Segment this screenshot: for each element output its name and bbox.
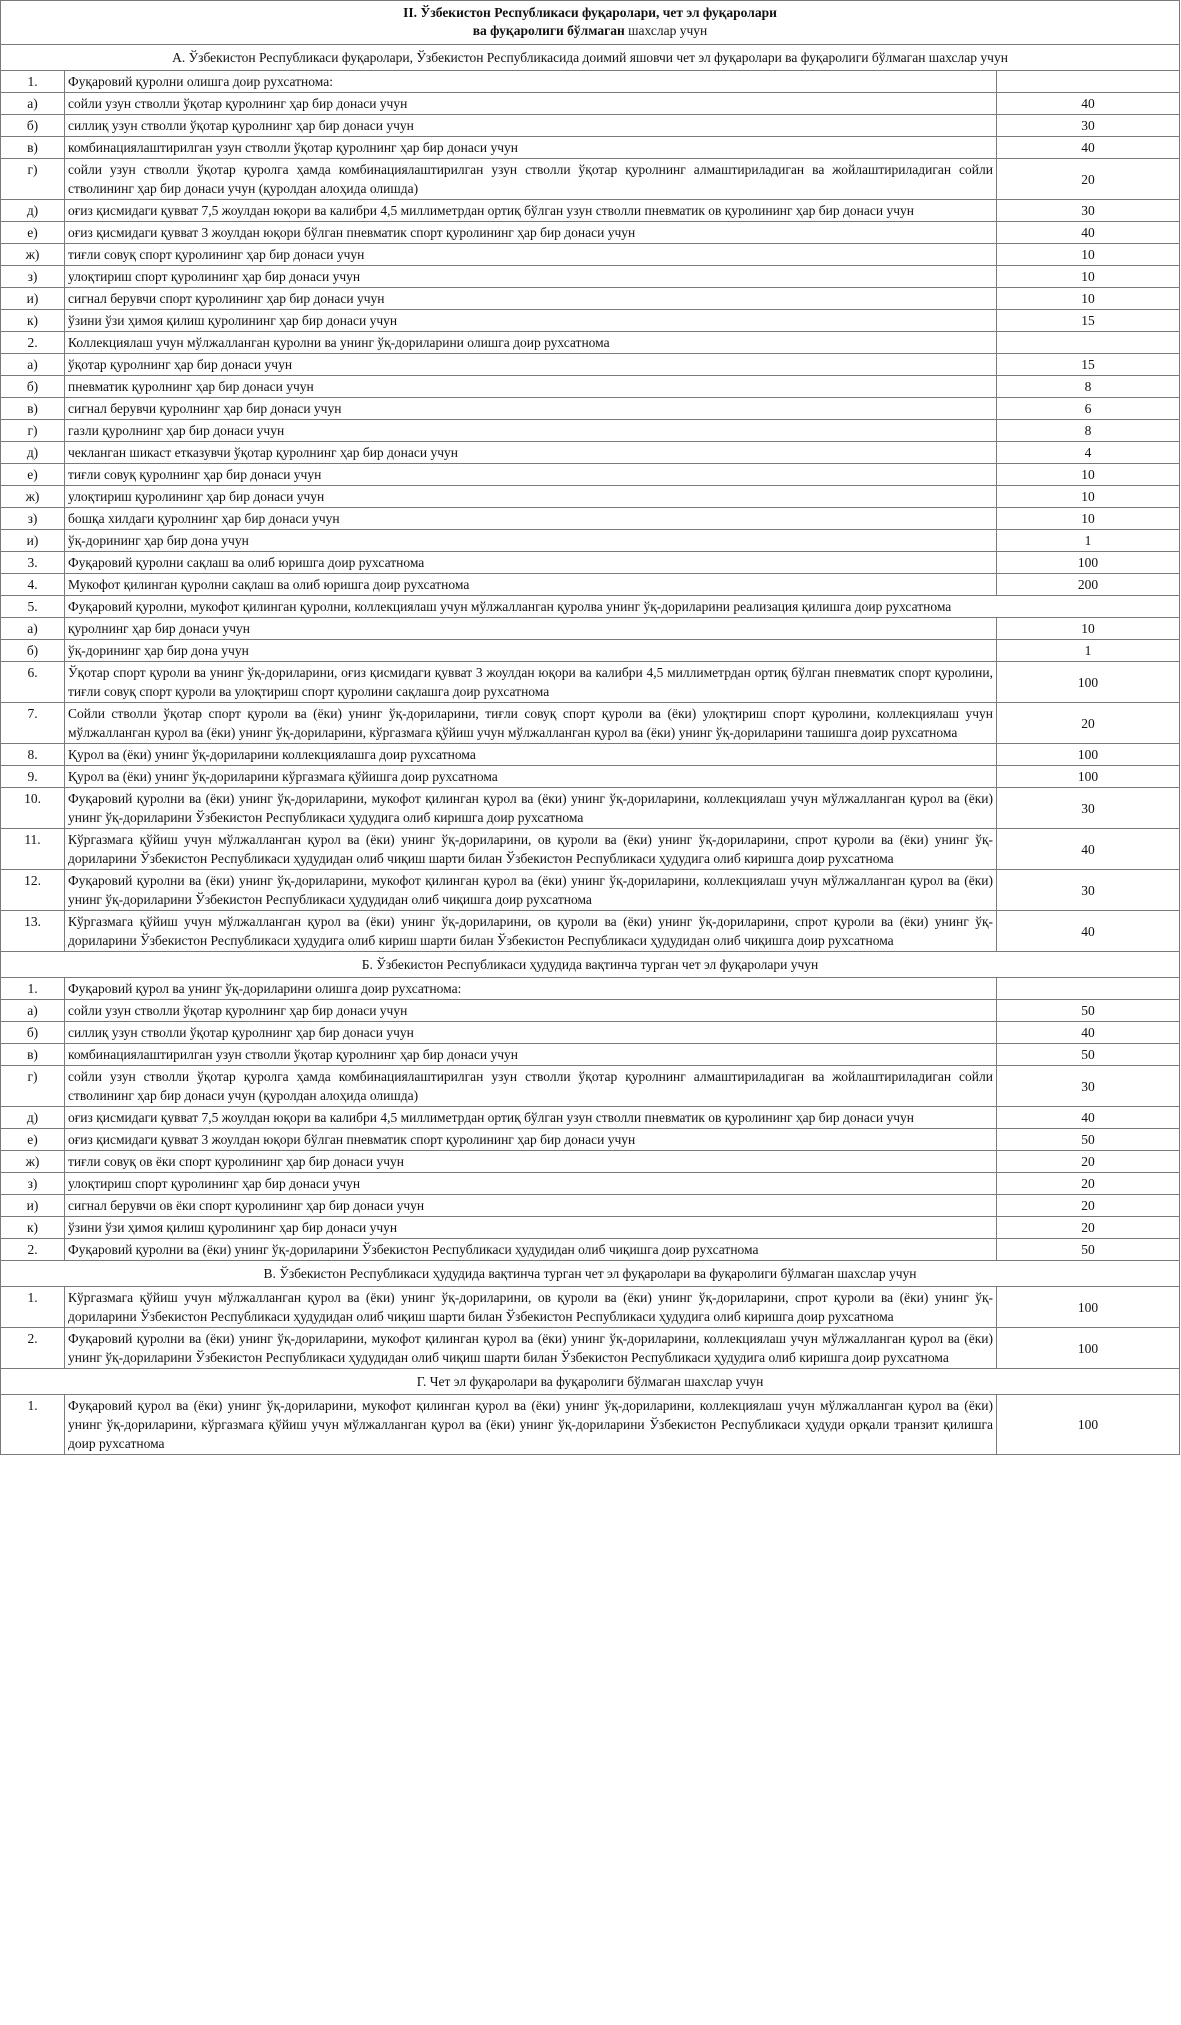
row-description: Фуқаровий қуролни, мукофот қилинган қуролни, коллекциялаш учун мўлжалланган қуролва унинг ўқ-дориларини реализация қилишга доир рухсатнома xyxy=(65,596,1180,618)
table-row xyxy=(1,310,1180,332)
row-fee-value: 1 xyxy=(997,640,1180,662)
row-number: б) xyxy=(1,640,65,662)
row-description: Кўргазмага қўйиш учун мўлжалланган қурол ва (ёки) унинг ўқ-дориларини, ов қуроли ва (ёки) унинг ўқ-дориларини, спрот қуроли ва (ёки) унинг ўқ-дориларини Ўзбекистон Республикаси ҳудудига олиб кириш шарти билан Ўзбекистон Республикаси ҳудудидан олиб чиқишга доир рухсатнома xyxy=(65,911,997,952)
row-number: 4. xyxy=(1,574,65,596)
row-description: сойли узун стволли ўқотар қуролга ҳамда комбинациялаштирилган узун стволли ўқотар қуролнинг алмаштириладиган ва жойлаштириладиган сойли стволининг ҳар бир донаси учун (қуролдан алоҳида олишда) xyxy=(65,159,997,200)
row-description: Фуқаровий қуролни ва (ёки) унинг ўқ-дориларини Ўзбекистон Республикаси ҳудудидан олиб чиқишга доир рухсатнома xyxy=(65,1239,997,1261)
section-heading: В. Ўзбекистон Республикаси ҳудудида вақтинча турган чет эл фуқаролари ва фуқаролиги бўлмаган шахслар учун xyxy=(1,1261,1180,1287)
row-description: Қурол ва (ёки) унинг ўқ-дориларини коллекциялашга доир рухсатнома xyxy=(65,744,997,766)
section-heading-row xyxy=(1,952,1180,978)
table-row xyxy=(1,508,1180,530)
row-description: Фуқаровий қуролни сақлаш ва олиб юришга доир рухсатнома xyxy=(65,552,997,574)
row-description: тиғли совуқ қуролнинг ҳар бир донаси учун xyxy=(65,464,997,486)
table-row xyxy=(1,442,1180,464)
table-row xyxy=(1,911,1180,952)
row-description: бошқа хилдаги қуролнинг ҳар бир донаси учун xyxy=(65,508,997,530)
row-number: а) xyxy=(1,354,65,376)
row-number: г) xyxy=(1,1066,65,1107)
row-description: оғиз қисмидаги қувват 3 жоулдан юқори бўлган пневматик спорт қуролининг ҳар бир донаси учун xyxy=(65,222,997,244)
row-description: Мукофот қилинган қуролни сақлаш ва олиб юришга доир рухсатнома xyxy=(65,574,997,596)
title-line-1: II. Ўзбекистон Республикаси фуқаролари, чет эл фуқаролари xyxy=(403,5,777,20)
row-fee-value: 20 xyxy=(997,1195,1180,1217)
row-number: ж) xyxy=(1,1151,65,1173)
table-row xyxy=(1,552,1180,574)
table-row xyxy=(1,744,1180,766)
row-description: улоқтириш спорт қуролининг ҳар бир донаси учун xyxy=(65,266,997,288)
row-description: сойли узун стволли ўқотар қуролнинг ҳар бир донаси учун xyxy=(65,1000,997,1022)
row-fee-value: 20 xyxy=(997,703,1180,744)
row-description: сигнал берувчи қуролнинг ҳар бир донаси учун xyxy=(65,398,997,420)
table-row xyxy=(1,398,1180,420)
row-fee-value: 50 xyxy=(997,1044,1180,1066)
row-number: з) xyxy=(1,266,65,288)
row-fee-value: 50 xyxy=(997,1129,1180,1151)
section-heading: Б. Ўзбекистон Республикаси ҳудудида вақтинча турган чет эл фуқаролари учун xyxy=(1,952,1180,978)
row-fee-value: 100 xyxy=(997,552,1180,574)
table-row xyxy=(1,640,1180,662)
row-fee-value xyxy=(997,978,1180,1000)
row-description: Фуқаровий қурол ва (ёки) унинг ўқ-дориларини, мукофот қилинган қурол ва (ёки) унинг ўқ-дориларини, коллекциялаш учун мўлжалланган қурол ва (ёки) унинг ўқ-дориларини, кўргазмага қўйиш учун мўлжалланган қурол ва (ёки) унинг ўқ-дориларини Ўзбекистон Республикаси ҳудуди орқали транзит қилишга доир рухсатнома xyxy=(65,1395,997,1455)
table-row xyxy=(1,870,1180,911)
row-number: и) xyxy=(1,530,65,552)
table-row xyxy=(1,766,1180,788)
row-fee-value: 20 xyxy=(997,1217,1180,1239)
row-description: улоқтириш қуролининг ҳар бир донаси учун xyxy=(65,486,997,508)
table-row xyxy=(1,1328,1180,1369)
row-fee-value: 40 xyxy=(997,137,1180,159)
row-description: Кўргазмага қўйиш учун мўлжалланган қурол ва (ёки) унинг ўқ-дориларини, ов қуроли ва (ёки) унинг ўқ-дориларини, спрот қуроли ва (ёки) унинг ўқ-дориларини Ўзбекистон Республикаси ҳудудидан олиб чиқиш шарти билан Ўзбекистон Республикаси ҳудудига олиб киришга доир рухсатнома xyxy=(65,1287,997,1328)
section-heading-row xyxy=(1,45,1180,71)
title-row xyxy=(1,1,1180,45)
row-number: з) xyxy=(1,1173,65,1195)
row-description: Кўргазмага қўйиш учун мўлжалланган қурол ва (ёки) унинг ўқ-дориларини, ов қуроли ва (ёки) унинг ўқ-дориларини, спрот қуроли ва (ёки) унинг ўқ-дориларини Ўзбекистон Республикаси ҳудудидан олиб чиқиш шарти билан Ўзбекистон Республикаси ҳудудига олиб киришга доир рухсатнома xyxy=(65,829,997,870)
table-row xyxy=(1,354,1180,376)
table-row xyxy=(1,596,1180,618)
row-description: сигнал берувчи ов ёки спорт қуролининг ҳар бир донаси учун xyxy=(65,1195,997,1217)
row-fee-value: 40 xyxy=(997,1022,1180,1044)
row-description: Фуқаровий қуролни олишга доир рухсатнома: xyxy=(65,71,997,93)
row-number: 2. xyxy=(1,332,65,354)
table-row xyxy=(1,115,1180,137)
row-number: г) xyxy=(1,159,65,200)
row-number: 5. xyxy=(1,596,65,618)
row-fee-value: 4 xyxy=(997,442,1180,464)
row-fee-value: 10 xyxy=(997,244,1180,266)
row-fee-value xyxy=(997,71,1180,93)
row-fee-value: 20 xyxy=(997,1173,1180,1195)
row-number: в) xyxy=(1,1044,65,1066)
row-fee-value: 10 xyxy=(997,464,1180,486)
table-row xyxy=(1,530,1180,552)
table-row xyxy=(1,1173,1180,1195)
row-number: 1. xyxy=(1,978,65,1000)
row-description: силлиқ узун стволли ўқотар қуролнинг ҳар бир донаси учун xyxy=(65,1022,997,1044)
row-fee-value: 30 xyxy=(997,1066,1180,1107)
row-number: з) xyxy=(1,508,65,530)
row-number: ж) xyxy=(1,486,65,508)
row-number: и) xyxy=(1,288,65,310)
table-row xyxy=(1,1107,1180,1129)
table-row xyxy=(1,1239,1180,1261)
row-description: тиғли совуқ спорт қуролининг ҳар бир донаси учун xyxy=(65,244,997,266)
row-fee-value: 200 xyxy=(997,574,1180,596)
row-description: Ўқотар спорт қуроли ва унинг ўқ-дориларини, оғиз қисмидаги қувват 3 жоулдан юқори ва калибри 4,5 миллиметрдан ортиқ бўлган пневматик спорт қуролини, тиғли совуқ спорт қуроли ва улоқтириш спорт қуролини сақлашга доир рухсатнома xyxy=(65,662,997,703)
row-description: силлиқ узун стволли ўқотар қуролнинг ҳар бир донаси учун xyxy=(65,115,997,137)
row-fee-value: 40 xyxy=(997,911,1180,952)
row-number: 12. xyxy=(1,870,65,911)
row-number: 10. xyxy=(1,788,65,829)
row-description: қуролнинг ҳар бир донаси учун xyxy=(65,618,997,640)
row-fee-value: 40 xyxy=(997,222,1180,244)
row-description: комбинациялаштирилган узун стволли ўқотар қуролнинг ҳар бир донаси учун xyxy=(65,137,997,159)
table-row xyxy=(1,222,1180,244)
table-row xyxy=(1,662,1180,703)
row-description: Фуқаровий қурол ва унинг ўқ-дориларини олишга доир рухсатнома: xyxy=(65,978,997,1000)
row-number: б) xyxy=(1,1022,65,1044)
table-row xyxy=(1,1022,1180,1044)
row-fee-value: 10 xyxy=(997,508,1180,530)
row-description: оғиз қисмидаги қувват 7,5 жоулдан юқори ва калибри 4,5 миллиметрдан ортиқ бўлган узун стволли пневматик ов қуролининг ҳар бир донаси учун xyxy=(65,1107,997,1129)
row-fee-value: 100 xyxy=(997,1395,1180,1455)
row-description: Фуқаровий қуролни ва (ёки) унинг ўқ-дориларини, мукофот қилинган қурол ва (ёки) унинг ўқ-дориларини, коллекциялаш учун мўлжалланган қурол ва (ёки) унинг ўқ-дориларини Ўзбекистон Республикаси ҳудудига олиб киришга доир рухсатнома xyxy=(65,788,997,829)
row-number: б) xyxy=(1,115,65,137)
row-fee-value: 100 xyxy=(997,744,1180,766)
row-number: 3. xyxy=(1,552,65,574)
row-number: д) xyxy=(1,1107,65,1129)
row-description: оғиз қисмидаги қувват 7,5 жоулдан юқори ва калибри 4,5 миллиметрдан ортиқ бўлган узун стволли пневматик ов қуролининг ҳар бир донаси учун xyxy=(65,200,997,222)
row-fee-value: 100 xyxy=(997,662,1180,703)
row-description: тиғли совуқ ов ёки спорт қуролининг ҳар бир донаси учун xyxy=(65,1151,997,1173)
row-description: ўқотар қуролнинг ҳар бир донаси учун xyxy=(65,354,997,376)
table-row xyxy=(1,1395,1180,1455)
row-number: 8. xyxy=(1,744,65,766)
row-number: 11. xyxy=(1,829,65,870)
row-number: е) xyxy=(1,464,65,486)
table-row xyxy=(1,486,1180,508)
table-row xyxy=(1,1217,1180,1239)
row-number: 13. xyxy=(1,911,65,952)
table-row xyxy=(1,1066,1180,1107)
table-row xyxy=(1,159,1180,200)
row-number: 1. xyxy=(1,71,65,93)
row-description: сигнал берувчи спорт қуролининг ҳар бир донаси учун xyxy=(65,288,997,310)
table-row xyxy=(1,1195,1180,1217)
row-number: е) xyxy=(1,222,65,244)
table-row xyxy=(1,574,1180,596)
row-description: газли қуролнинг ҳар бир донаси учун xyxy=(65,420,997,442)
row-fee-value: 8 xyxy=(997,376,1180,398)
row-fee-value: 15 xyxy=(997,310,1180,332)
table-row xyxy=(1,788,1180,829)
row-description: чекланган шикаст етказувчи ўқотар қуролнинг ҳар бир донаси учун xyxy=(65,442,997,464)
row-number: ж) xyxy=(1,244,65,266)
row-number: и) xyxy=(1,1195,65,1217)
row-number: б) xyxy=(1,376,65,398)
section-heading: Г. Чет эл фуқаролари ва фуқаролиги бўлмаган шахслар учун xyxy=(1,1369,1180,1395)
row-fee-value: 20 xyxy=(997,1151,1180,1173)
row-fee-value: 10 xyxy=(997,618,1180,640)
row-fee-value: 1 xyxy=(997,530,1180,552)
table-row xyxy=(1,829,1180,870)
row-number: 1. xyxy=(1,1395,65,1455)
row-number: а) xyxy=(1,618,65,640)
table-row xyxy=(1,200,1180,222)
row-description: ўқ-дорининг ҳар бир дона учун xyxy=(65,640,997,662)
row-fee-value: 100 xyxy=(997,1328,1180,1369)
row-number: к) xyxy=(1,310,65,332)
row-description: оғиз қисмидаги қувват 3 жоулдан юқори бўлган пневматик спорт қуролининг ҳар бир донаси учун xyxy=(65,1129,997,1151)
table-row xyxy=(1,1287,1180,1328)
row-description: улоқтириш спорт қуролининг ҳар бир донаси учун xyxy=(65,1173,997,1195)
row-fee-value: 10 xyxy=(997,266,1180,288)
row-number: в) xyxy=(1,137,65,159)
table-row xyxy=(1,1044,1180,1066)
row-fee-value: 40 xyxy=(997,93,1180,115)
section-heading: А. Ўзбекистон Республикаси фуқаролари, Ўзбекистон Республикасида доимий яшовчи чет эл фуқаролари ва фуқаролиги бўлмаган шахслар учун xyxy=(1,45,1180,71)
row-fee-value: 40 xyxy=(997,829,1180,870)
row-fee-value: 40 xyxy=(997,1107,1180,1129)
row-fee-value: 30 xyxy=(997,788,1180,829)
row-number: 1. xyxy=(1,1287,65,1328)
title-line-2-rest: шахслар учун xyxy=(624,23,708,38)
row-number: г) xyxy=(1,420,65,442)
row-description: сойли узун стволли ўқотар қуролнинг ҳар бир донаси учун xyxy=(65,93,997,115)
row-number: 2. xyxy=(1,1239,65,1261)
table-row xyxy=(1,244,1180,266)
row-fee-value: 100 xyxy=(997,1287,1180,1328)
row-number: е) xyxy=(1,1129,65,1151)
table-row xyxy=(1,1000,1180,1022)
row-fee-value: 20 xyxy=(997,159,1180,200)
table-row xyxy=(1,376,1180,398)
table-row xyxy=(1,288,1180,310)
table-row xyxy=(1,137,1180,159)
table-row xyxy=(1,266,1180,288)
table-row xyxy=(1,1151,1180,1173)
row-number: а) xyxy=(1,1000,65,1022)
row-fee-value: 6 xyxy=(997,398,1180,420)
table-row xyxy=(1,618,1180,640)
row-fee-value: 30 xyxy=(997,870,1180,911)
row-number: 2. xyxy=(1,1328,65,1369)
row-number: а) xyxy=(1,93,65,115)
row-description: ўзини ўзи ҳимоя қилиш қуролининг ҳар бир донаси учун xyxy=(65,1217,997,1239)
row-fee-value: 15 xyxy=(997,354,1180,376)
row-fee-value: 50 xyxy=(997,1239,1180,1261)
table-row xyxy=(1,978,1180,1000)
row-description: сойли узун стволли ўқотар қуролга ҳамда комбинациялаштирилган узун стволли ўқотар қуролнинг алмаштириладиган ва жойлаштириладиган сойли стволининг ҳар бир донаси учун (қуролдан алоҳида олишда) xyxy=(65,1066,997,1107)
row-fee-value xyxy=(997,332,1180,354)
row-description: Қурол ва (ёки) унинг ўқ-дориларини кўргазмага қўйишга доир рухсатнома xyxy=(65,766,997,788)
row-number: д) xyxy=(1,200,65,222)
row-description: ўқ-дорининг ҳар бир дона учун xyxy=(65,530,997,552)
row-fee-value: 100 xyxy=(997,766,1180,788)
row-number: д) xyxy=(1,442,65,464)
row-description: Сойли стволли ўқотар спорт қуроли ва (ёки) унинг ўқ-дориларини, тиғли совуқ спорт қуроли ва (ёки) улоқтириш спорт қуролини, коллекциялаш учун мўлжалланган қурол ва (ёки) унинг ўқ-дориларини, кўргазмага қўйиш учун мўлжалланган қурол ва (ёки) унинг ўқ-дориларини ташишга доир рухсатнома xyxy=(65,703,997,744)
row-description: Коллекциялаш учун мўлжалланган қуролни ва унинг ўқ-дориларини олишга доир рухсатнома xyxy=(65,332,997,354)
row-fee-value: 10 xyxy=(997,486,1180,508)
table-row xyxy=(1,1129,1180,1151)
table-row xyxy=(1,420,1180,442)
row-fee-value: 30 xyxy=(997,200,1180,222)
table-row xyxy=(1,71,1180,93)
row-description: Фуқаровий қуролни ва (ёки) унинг ўқ-дориларини, мукофот қилинган қурол ва (ёки) унинг ўқ-дориларини, коллекциялаш учун мўлжалланган қурол ва (ёки) унинг ўқ-дориларини Ўзбекистон Республикаси ҳудудидан олиб чиқишга доир рухсатнома xyxy=(65,870,997,911)
row-number: к) xyxy=(1,1217,65,1239)
table-title xyxy=(1,1,1180,45)
row-fee-value: 30 xyxy=(997,115,1180,137)
title-line-2-bold: ва фуқаролиги бўлмаган xyxy=(472,23,625,38)
section-heading-row xyxy=(1,1261,1180,1287)
row-fee-value: 50 xyxy=(997,1000,1180,1022)
row-fee-value: 10 xyxy=(997,288,1180,310)
table-row xyxy=(1,93,1180,115)
row-description: Фуқаровий қуролни ва (ёки) унинг ўқ-дориларини, мукофот қилинган қурол ва (ёки) унинг ўқ-дориларини, коллекциялаш учун мўлжалланган қурол ва (ёки) унинг ўқ-дориларини Ўзбекистон Республикаси ҳудудидан олиб чиқиш шарти билан Ўзбекистон Республикаси ҳудудига олиб киришга доир рухсатнома xyxy=(65,1328,997,1369)
table-row xyxy=(1,332,1180,354)
section-heading-row xyxy=(1,1369,1180,1395)
row-number: в) xyxy=(1,398,65,420)
row-number: 9. xyxy=(1,766,65,788)
row-number: 7. xyxy=(1,703,65,744)
row-fee-value: 8 xyxy=(997,420,1180,442)
row-description: ўзини ўзи ҳимоя қилиш қуролининг ҳар бир донаси учун xyxy=(65,310,997,332)
row-description: комбинациялаштирилган узун стволли ўқотар қуролнинг ҳар бир донаси учун xyxy=(65,1044,997,1066)
row-number: 6. xyxy=(1,662,65,703)
table-row xyxy=(1,703,1180,744)
row-description: пневматик қуролнинг ҳар бир донаси учун xyxy=(65,376,997,398)
table-row xyxy=(1,464,1180,486)
